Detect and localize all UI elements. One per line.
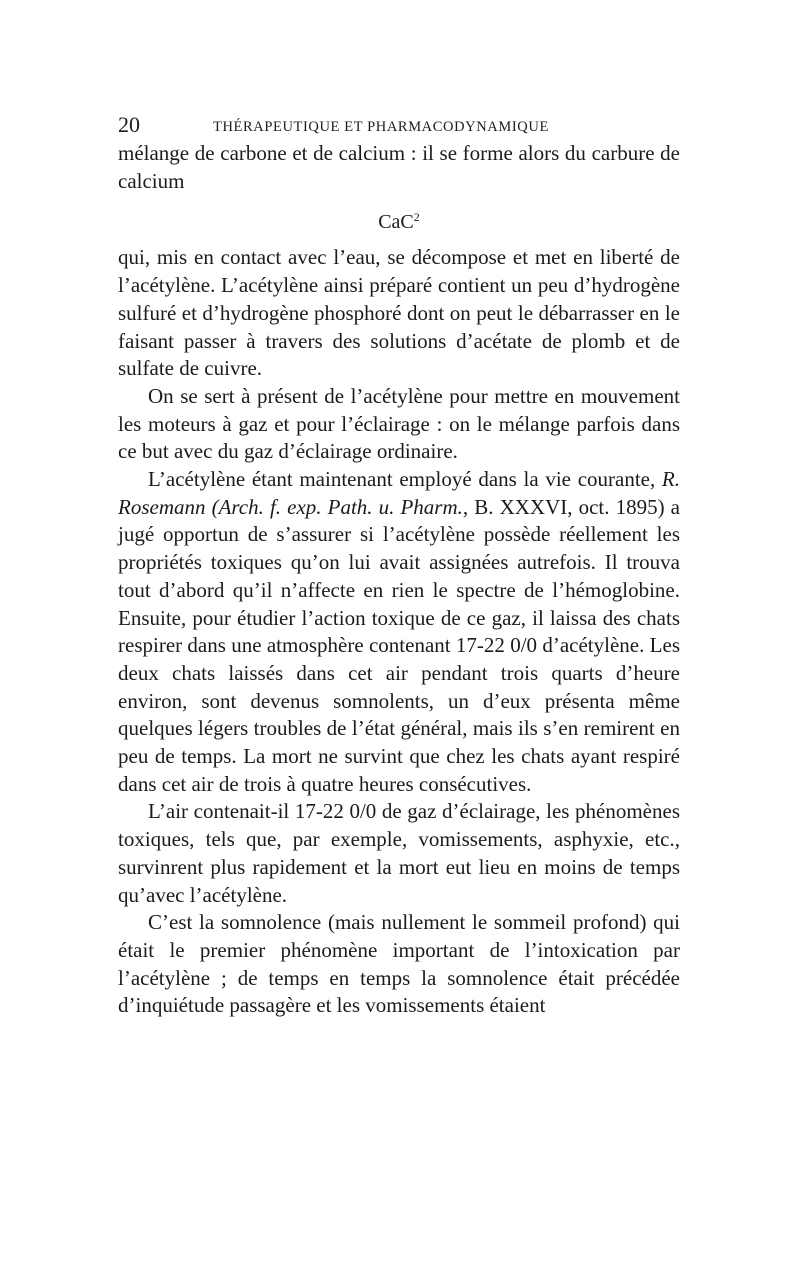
formula-subscript: 2 [413, 210, 420, 225]
paragraph-4 [118, 466, 680, 798]
citation-reference: R. Rosemann (Arch. f. exp. Path. u. Pharm. [118, 467, 680, 519]
page-number: 20 [118, 112, 140, 137]
running-head: THÉRAPEUTIQUE ET PHARMACODYNAMIQUE [213, 119, 549, 135]
formula-base: CaC [378, 211, 414, 234]
paragraph-4-body: , B. XXXVI, oct. 1895) a jugé opportun de s’assurer si l’acétylène possède réellement les propriétés toxiques qu’on lui avait assignées autrefois. Il trouva tout d’abord qu’il n’affecte en rien le spectre de l’hémoglobine. Ensuite, pour étudier l’action toxique de ce gaz, il laissa des chats respirer dans une atmosphère contenant 17-22 0/0 d’acétylène. Les deux chats laissés dans cet air pendant trois quarts d’heure environ, sont devenus somnolents, un d’eux présenta même quelques légers troubles de l’état général, mais ils s’en remirent en peu de temps. La mort ne survint que chez les chats ayant respiré dans cet air de trois à quatre heures consécutives. [118, 494, 680, 796]
paragraph-6: C’est la somnolence (mais nullement le sommeil profond) qui était le premier phénomène important de l’intoxication par l’acétylène ; de temps en temps la somnolence était précédée d’inquiétude passagère et les vomissements étaient [118, 910, 680, 1018]
paragraph-5: L’air contenait-il 17-22 0/0 de gaz d’éclairage, les phénomènes toxiques, tels que, par exemple, vomissements, asphyxie, etc., survinrent plus rapidement et la mort eut lieu en moins de temps qu’avec l’acétylène. [118, 799, 680, 907]
paragraph-4-intro: L’acétylène étant maintenant employé dans la vie courante, [148, 467, 662, 492]
chemical-formula [118, 201, 680, 238]
paragraph-3: On se sert à présent de l’acétylène pour mettre en mouvement les moteurs à gaz et pour l’éclairage : on le mélange parfois dans ce but avec du gaz d’éclairage ordinaire. [118, 383, 680, 464]
page-header [118, 112, 680, 140]
paragraph-1: mélange de carbone et de calcium : il se forme alors du carbure de calcium [118, 141, 680, 193]
paragraph-2: qui, mis en contact avec l’eau, se décompose et met en liberté de l’acétylène. L’acétylène ainsi préparé contient un peu d’hydrogène sulfuré et d’hydrogène phosphoré dont on peut le débarrasser en le faisant passer à travers des solutions d’acétate de plomb et de sulfate de cuivre. [118, 245, 680, 381]
book-page [118, 112, 680, 1020]
body-text [118, 140, 680, 1020]
